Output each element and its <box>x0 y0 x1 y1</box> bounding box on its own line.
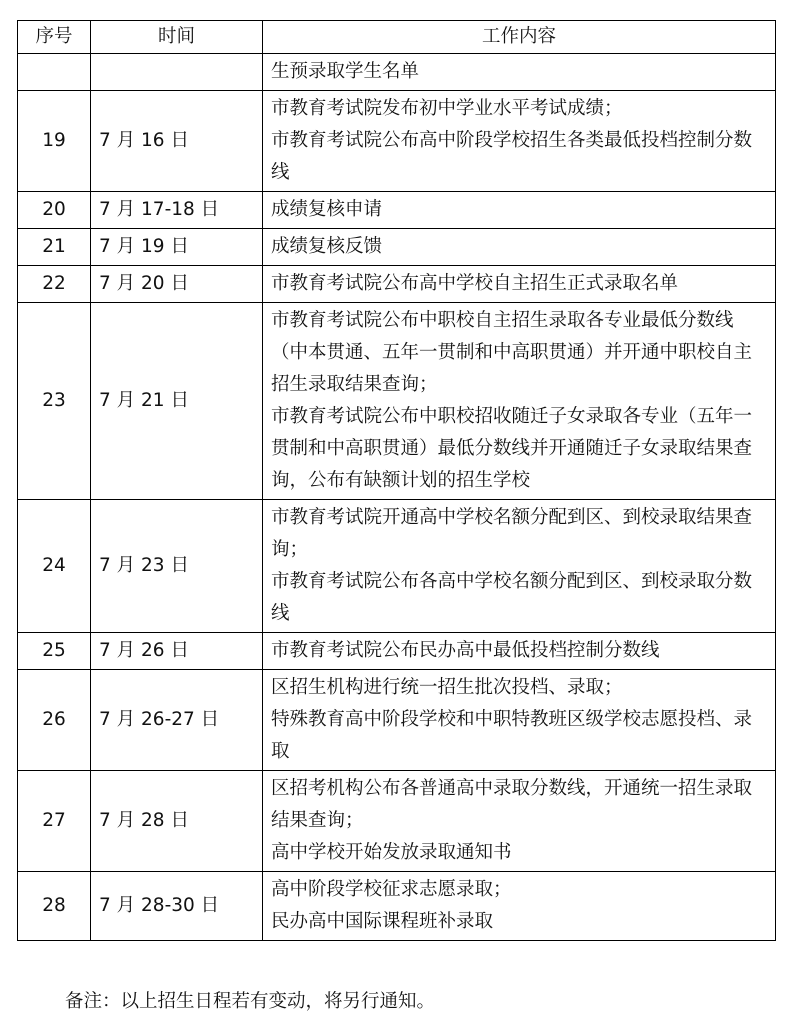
row-date: 7 月 23 日 <box>91 500 263 633</box>
row-date: 7 月 17-18 日 <box>91 192 263 229</box>
content-line: 区招生机构进行统一招生批次投档、录取； <box>271 677 623 698</box>
row-number: 26 <box>18 670 91 771</box>
row-date: 7 月 26-27 日 <box>91 670 263 771</box>
row-content <box>263 229 776 266</box>
header-no: 序号 <box>18 21 91 54</box>
content-line: 成绩复核申请 <box>271 199 383 220</box>
row-date: 7 月 26 日 <box>91 633 263 670</box>
header-date: 时间 <box>91 21 263 54</box>
row-date: 7 月 28-30 日 <box>91 872 263 941</box>
row-date <box>91 54 263 91</box>
row-date: 7 月 16 日 <box>91 91 263 192</box>
row-content <box>263 633 776 670</box>
row-content <box>263 91 776 192</box>
content-line: 成绩复核反馈 <box>271 236 383 257</box>
content-line: 线 <box>271 162 290 183</box>
content-line: 民办高中国际课程班补录取 <box>271 911 494 932</box>
table-body <box>18 54 776 941</box>
content-line: 市教育考试院开通高中学校名额分配到区、到校录取结果查 <box>271 507 753 528</box>
row-content <box>263 54 776 91</box>
content-line: 招生录取结果查询； <box>271 374 438 395</box>
table-row <box>18 192 776 229</box>
row-content <box>263 192 776 229</box>
content-line: 高中阶段学校征求志愿录取； <box>271 879 512 900</box>
row-content <box>263 303 776 500</box>
row-content <box>263 872 776 941</box>
row-content <box>263 500 776 633</box>
table-row <box>18 500 776 633</box>
row-number: 25 <box>18 633 91 670</box>
content-line: 贯制和中高职贯通）最低分数线并开通随迁子女录取结果查 <box>271 438 753 459</box>
table-row <box>18 54 776 91</box>
content-line: 询； <box>271 539 309 560</box>
row-number: 27 <box>18 771 91 872</box>
table-row <box>18 266 776 303</box>
row-number <box>18 54 91 91</box>
content-line: 取 <box>271 741 290 762</box>
row-content <box>263 670 776 771</box>
table-row <box>18 303 776 500</box>
table-row <box>18 91 776 192</box>
row-number: 23 <box>18 303 91 500</box>
content-line: 线 <box>271 603 290 624</box>
row-number: 28 <box>18 872 91 941</box>
header-content: 工作内容 <box>263 21 776 54</box>
content-line: （中本贯通、五年一贯制和中高职贯通）并开通中职校自主 <box>271 342 753 363</box>
footnote: 备注：以上招生日程若有变动，将另行通知。 <box>65 991 436 1012</box>
table-header-row <box>18 21 776 54</box>
content-line: 市教育考试院公布中职校自主招生录取各专业最低分数线 <box>271 310 734 331</box>
content-line: 市教育考试院公布高中阶段学校招生各类最低投档控制分数 <box>271 130 753 151</box>
row-number: 19 <box>18 91 91 192</box>
content-line: 生预录取学生名单 <box>271 61 420 82</box>
row-date: 7 月 28 日 <box>91 771 263 872</box>
table-row <box>18 771 776 872</box>
content-line: 区招考机构公布各普通高中录取分数线，开通统一招生录取 <box>271 778 753 799</box>
content-line: 特殊教育高中阶段学校和中职特教班区级学校志愿投档、录 <box>271 709 753 730</box>
row-date: 7 月 21 日 <box>91 303 263 500</box>
content-line: 市教育考试院公布民办高中最低投档控制分数线 <box>271 640 660 661</box>
table-row <box>18 670 776 771</box>
content-line: 市教育考试院发布初中学业水平考试成绩； <box>271 98 623 119</box>
row-date: 7 月 20 日 <box>91 266 263 303</box>
row-number: 20 <box>18 192 91 229</box>
content-line: 结果查询； <box>271 810 364 831</box>
row-number: 22 <box>18 266 91 303</box>
content-line: 市教育考试院公布中职校招收随迁子女录取各专业（五年一 <box>271 406 753 427</box>
table-row <box>18 633 776 670</box>
table-row <box>18 872 776 941</box>
row-number: 24 <box>18 500 91 633</box>
row-content <box>263 771 776 872</box>
content-line: 市教育考试院公布高中学校自主招生正式录取名单 <box>271 273 679 294</box>
content-line: 市教育考试院公布各高中学校名额分配到区、到校录取分数 <box>271 571 753 592</box>
table-row <box>18 229 776 266</box>
row-date: 7 月 19 日 <box>91 229 263 266</box>
row-content <box>263 266 776 303</box>
row-number: 21 <box>18 229 91 266</box>
content-line: 高中学校开始发放录取通知书 <box>271 842 512 863</box>
content-line: 询，公布有缺额计划的招生学校 <box>271 470 531 491</box>
schedule-table <box>17 20 776 941</box>
